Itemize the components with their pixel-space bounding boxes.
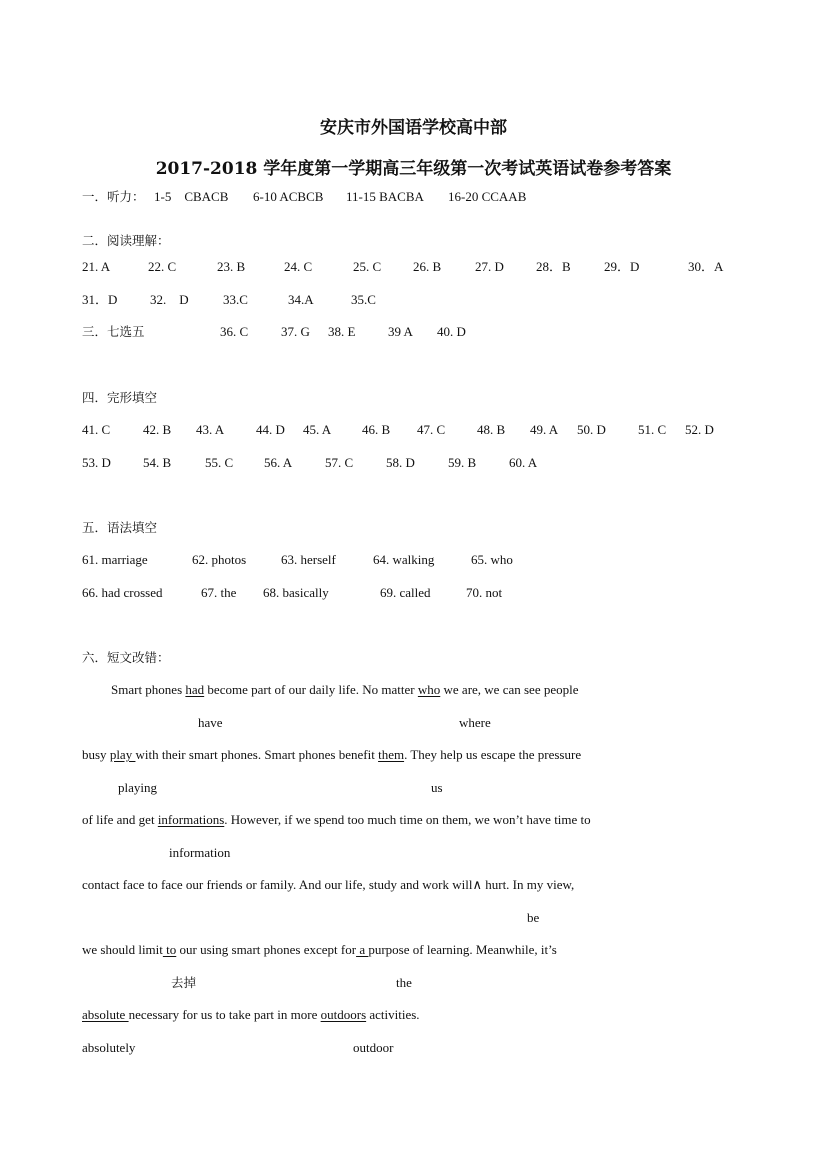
listening-group: 1-5 CBACB xyxy=(154,189,229,204)
answer-item: 25. C xyxy=(353,259,382,274)
answer-item: 39 A xyxy=(388,324,413,339)
answer-item: 70. not xyxy=(466,585,503,600)
answer-item: 67. the xyxy=(201,585,237,600)
answer-item: 38. E xyxy=(328,324,356,339)
answer-item: 59. B xyxy=(448,455,477,470)
answer-item: 36. C xyxy=(220,324,249,339)
answer-item: 34.A xyxy=(288,292,314,307)
error-word: had xyxy=(185,682,205,697)
answer-item: 27. D xyxy=(475,259,504,274)
answer-item: 29．D xyxy=(604,259,640,274)
error-word: play xyxy=(109,747,136,762)
passage-line: absolute necessary for us to take part in more outdoors activities. xyxy=(82,1007,420,1022)
answer-item: 35.C xyxy=(351,292,376,307)
school-name: 安庆市外国语学校高中部 xyxy=(320,118,507,138)
answer-item: 21. A xyxy=(82,259,111,274)
error-word: outdoors xyxy=(320,1007,367,1022)
answer-item: 65. who xyxy=(471,552,513,567)
answer-item: 26. B xyxy=(413,259,442,274)
error-word: them xyxy=(378,747,405,762)
answer-item: 46. B xyxy=(362,422,391,437)
answer-item: 28．B xyxy=(536,259,571,274)
answer-item: 58. D xyxy=(386,455,415,470)
passage-line: Smart phones had become part of our daily life. No matter who we are, we can see people xyxy=(111,682,579,697)
error-word: a xyxy=(356,942,369,957)
cloze-label: 四．完形填空 xyxy=(82,390,158,405)
correction-word: where xyxy=(459,715,491,730)
answer-item: 50. D xyxy=(577,422,606,437)
correction-word: 去掉 xyxy=(171,975,197,990)
answer-item: 40. D xyxy=(437,324,466,339)
answer-item: 53. D xyxy=(82,455,111,470)
listening-group: 11-15 BACBA xyxy=(346,189,424,204)
error-word: absolute xyxy=(82,1007,129,1022)
answer-item: 47. C xyxy=(417,422,446,437)
passage-line: contact face to face our friends or family. And our life, study and work will∧ hurt. In my view, xyxy=(82,877,575,892)
correction-word: playing xyxy=(118,780,157,795)
answer-item: 68. basically xyxy=(263,585,329,600)
correction-word: us xyxy=(431,780,443,795)
listening-label: 一．听力： xyxy=(82,189,145,204)
answer-item: 32. D xyxy=(150,292,189,307)
exam-title: 2017-2018 学年度第一学期高三年级第一次考试英语试卷参考答案 xyxy=(155,159,672,179)
answer-item: 45. A xyxy=(303,422,332,437)
answer-item: 61. marriage xyxy=(82,552,148,567)
listening-group: 6-10 ACBCB xyxy=(253,189,324,204)
correction-word: information xyxy=(169,845,231,860)
correction-label: 六．短文改错： xyxy=(82,650,170,665)
answer-item: 51. C xyxy=(638,422,667,437)
correction-word: be xyxy=(527,910,540,925)
answer-item: 52. D xyxy=(685,422,714,437)
error-word: to xyxy=(162,942,177,957)
answer-item: 41. C xyxy=(82,422,111,437)
answer-item: 37. G xyxy=(281,324,310,339)
answer-item: 62. photos xyxy=(192,552,247,567)
answer-item: 44. D xyxy=(256,422,285,437)
answer-item: 42. B xyxy=(143,422,172,437)
listening-group: 16-20 CCAAB xyxy=(448,189,527,204)
answer-item: 24. C xyxy=(284,259,313,274)
passage-line: busy play with their smart phones. Smart phones benefit them. They help us escape the pressure xyxy=(82,747,582,762)
error-word: who xyxy=(417,682,441,697)
answer-item: 57. C xyxy=(325,455,354,470)
error-word: informations xyxy=(157,812,225,827)
answer-item: 54. B xyxy=(143,455,172,470)
reading-label: 二．阅读理解： xyxy=(82,233,170,248)
answer-item: 30．A xyxy=(688,259,724,274)
answer-item: 69. called xyxy=(380,585,431,600)
answer-item: 60. A xyxy=(509,455,538,470)
seven-five-label: 三．七选五 xyxy=(82,324,145,339)
answer-item: 43. A xyxy=(196,422,225,437)
answer-item: 48. B xyxy=(477,422,506,437)
correction-word: outdoor xyxy=(353,1040,394,1055)
answer-item: 63. herself xyxy=(281,552,336,567)
answer-item: 23. B xyxy=(217,259,246,274)
answer-item: 22. C xyxy=(148,259,177,274)
passage-line: we should limit to our using smart phones except for a purpose of learning. Meanwhile, it’s xyxy=(82,942,557,957)
correction-word: absolutely xyxy=(82,1040,136,1055)
passage-line: of life and get informations. However, if we spend too much time on them, we won’t have time to xyxy=(82,812,591,827)
answer-item: 49. A xyxy=(530,422,559,437)
answer-item: 66. had crossed xyxy=(82,585,163,600)
answer-item: 56. A xyxy=(264,455,293,470)
answer-item: 33.C xyxy=(223,292,248,307)
correction-word: have xyxy=(198,715,223,730)
grammar-label: 五．语法填空 xyxy=(82,520,158,535)
answer-item: 31．D xyxy=(82,292,118,307)
correction-word: the xyxy=(396,975,412,990)
answer-item: 64. walking xyxy=(373,552,435,567)
answer-item: 55. C xyxy=(205,455,234,470)
